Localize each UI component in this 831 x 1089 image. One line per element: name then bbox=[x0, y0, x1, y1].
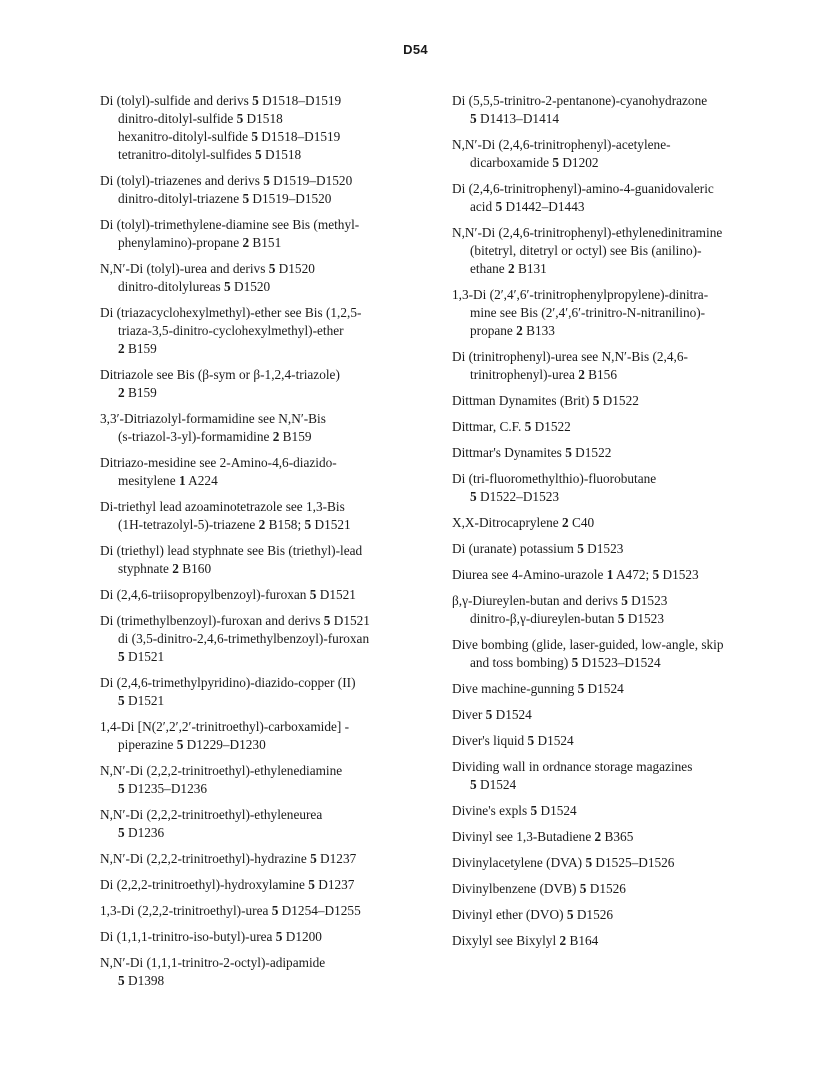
index-entry bbox=[452, 732, 772, 750]
index-entry-heading: N,N′-Di (2,2,2-trinitroethyl)-ethylenediamine bbox=[100, 763, 343, 778]
index-entry-heading: Divinylacetylene (DVA) 5 D1525–D1526 bbox=[452, 855, 675, 870]
index-entry-heading: Dive bombing (glide, laser-guided, low-angle, skip bbox=[452, 637, 724, 652]
index-entry-heading: β,γ-Diureylen-butan and derivs 5 D1523 bbox=[452, 593, 668, 608]
index-entry-heading: 3,3′-Ditriazolyl-formamidine see N,N′-Bis bbox=[100, 411, 326, 426]
index-entry bbox=[452, 92, 772, 128]
index-entry-continuation: 2 B159 bbox=[118, 341, 157, 356]
index-entry-continuation: (bitetryl, ditetryl or octyl) see Bis (anilino)- bbox=[470, 243, 702, 258]
index-entry-continuation: (s-triazol-3-yl)-formamidine 2 B159 bbox=[118, 429, 312, 444]
index-entry-continuation: dinitro-ditolyl-sulfide 5 D1518 bbox=[118, 111, 283, 126]
index-entry-continuation: acid 5 D1442–D1443 bbox=[470, 199, 585, 214]
index-entry bbox=[100, 762, 425, 798]
index-entry bbox=[100, 674, 425, 710]
index-entry-heading: Di (triazacyclohexylmethyl)-ether see Bis (1,2,5- bbox=[100, 305, 362, 320]
index-entry-continuation: trinitrophenyl)-urea 2 B156 bbox=[470, 367, 617, 382]
index-entry-heading: Divine's expls 5 D1524 bbox=[452, 803, 577, 818]
index-entry-heading: Di (tolyl)-trimethylene-diamine see Bis (methyl- bbox=[100, 217, 360, 232]
index-entry-continuation: propane 2 B133 bbox=[470, 323, 555, 338]
index-entry-continuation: triaza-3,5-dinitro-cyclohexylmethyl)-ether bbox=[118, 323, 344, 338]
index-entry-continuation: 5 D1236 bbox=[118, 825, 165, 840]
index-entry-heading: Dittmar's Dynamites 5 D1522 bbox=[452, 445, 612, 460]
index-entry bbox=[452, 224, 772, 278]
index-entry-heading: Di (tolyl)-triazenes and derivs 5 D1519–D1520 bbox=[100, 173, 353, 188]
index-entry bbox=[100, 260, 425, 296]
index-entry-continuation: ethane 2 B131 bbox=[470, 261, 547, 276]
index-entry bbox=[100, 902, 425, 920]
index-entry bbox=[100, 876, 425, 894]
index-entry-continuation: 5 D1413–D1414 bbox=[470, 111, 560, 126]
index-entry bbox=[452, 636, 772, 672]
index-entry-heading: Dividing wall in ordnance storage magazines bbox=[452, 759, 693, 774]
index-entry bbox=[100, 542, 425, 578]
index-entry bbox=[100, 586, 425, 604]
index-column-left bbox=[100, 92, 425, 998]
index-entry bbox=[100, 498, 425, 534]
index-entry-heading: Dittmar, C.F. 5 D1522 bbox=[452, 419, 571, 434]
index-entry bbox=[452, 514, 772, 532]
index-entry bbox=[452, 880, 772, 898]
index-entry-heading: Dixylyl see Bixylyl 2 B164 bbox=[452, 933, 599, 948]
index-entry-heading: Divinyl see 1,3-Butadiene 2 B365 bbox=[452, 829, 634, 844]
index-entry-continuation: 5 D1398 bbox=[118, 973, 165, 988]
index-entry bbox=[100, 454, 425, 490]
index-entry-continuation: dinitro-ditolylureas 5 D1520 bbox=[118, 279, 271, 294]
index-entry bbox=[452, 136, 772, 172]
index-entry bbox=[452, 828, 772, 846]
index-entry-heading: N,N′-Di (2,2,2-trinitroethyl)-ethyleneurea bbox=[100, 807, 323, 822]
index-entry-heading: N,N′-Di (tolyl)-urea and derivs 5 D1520 bbox=[100, 261, 315, 276]
index-entry bbox=[452, 540, 772, 558]
index-entry bbox=[100, 172, 425, 208]
index-entry bbox=[452, 932, 772, 950]
index-entry-heading: Di (triethyl) lead styphnate see Bis (triethyl)-lead bbox=[100, 543, 363, 558]
index-entry bbox=[452, 418, 772, 436]
index-entry-heading: Di (trimethylbenzoyl)-furoxan and derivs 5 D1521 bbox=[100, 613, 370, 628]
index-entry bbox=[100, 366, 425, 402]
index-entry-heading: Di (1,1,1-trinitro-iso-butyl)-urea 5 D1200 bbox=[100, 929, 322, 944]
index-entry bbox=[452, 348, 772, 384]
index-entry bbox=[452, 566, 772, 584]
index-column-right bbox=[452, 92, 772, 958]
index-entry-continuation: di (3,5-dinitro-2,4,6-trimethylbenzoyl)-furoxan bbox=[118, 631, 370, 646]
index-entry-heading: 1,3-Di (2,2,2-trinitroethyl)-urea 5 D1254–D1255 bbox=[100, 903, 361, 918]
index-entry-continuation: dinitro-β,γ-diureylen-butan 5 D1523 bbox=[470, 611, 664, 626]
index-entry bbox=[100, 92, 425, 164]
index-entry-heading: Di (2,4,6-trinitrophenyl)-amino-4-guanidovaleric bbox=[452, 181, 714, 196]
index-entry-continuation: styphnate 2 B160 bbox=[118, 561, 212, 576]
index-entry bbox=[452, 180, 772, 216]
index-entry bbox=[100, 806, 425, 842]
index-entry bbox=[452, 680, 772, 698]
index-entry bbox=[452, 470, 772, 506]
index-entry bbox=[452, 854, 772, 872]
index-entry bbox=[100, 718, 425, 754]
index-entry-continuation: dinitro-ditolyl-triazene 5 D1519–D1520 bbox=[118, 191, 332, 206]
index-entry-heading: Divinyl ether (DVO) 5 D1526 bbox=[452, 907, 614, 922]
index-entry bbox=[100, 850, 425, 868]
index-entry bbox=[100, 612, 425, 666]
index-entry-heading: Di (2,4,6-triisopropylbenzoyl)-furoxan 5 D1521 bbox=[100, 587, 356, 602]
index-entry bbox=[100, 304, 425, 358]
index-entry bbox=[100, 954, 425, 990]
page-number: D54 bbox=[403, 42, 428, 57]
index-entry-heading: N,N′-Di (2,2,2-trinitroethyl)-hydrazine 5 D1237 bbox=[100, 851, 357, 866]
index-entry-heading: 1,3-Di (2′,4′,6′-trinitrophenylpropylene)-dinitra- bbox=[452, 287, 709, 302]
index-entry-heading: Diver's liquid 5 D1524 bbox=[452, 733, 574, 748]
index-entry-heading: Di-triethyl lead azoaminotetrazole see 1,3-Bis bbox=[100, 499, 345, 514]
index-entry-heading: Diver 5 D1524 bbox=[452, 707, 532, 722]
index-entry-continuation: 2 B159 bbox=[118, 385, 157, 400]
index-entry bbox=[100, 928, 425, 946]
index-entry bbox=[452, 758, 772, 794]
index-entry-heading: Di (2,2,2-trinitroethyl)-hydroxylamine 5 D1237 bbox=[100, 877, 355, 892]
index-entry-heading: Di (5,5,5-trinitro-2-pentanone)-cyanohydrazone bbox=[452, 93, 708, 108]
index-entry bbox=[452, 906, 772, 924]
index-entry-heading: Divinylbenzene (DVB) 5 D1526 bbox=[452, 881, 626, 896]
index-entry-continuation: 5 D1521 bbox=[118, 693, 165, 708]
index-entry-heading: X,X-Ditrocaprylene 2 C40 bbox=[452, 515, 595, 530]
index-entry-heading: Dive machine-gunning 5 D1524 bbox=[452, 681, 624, 696]
index-entry-continuation: 5 D1235–D1236 bbox=[118, 781, 208, 796]
index-entry-continuation: tetranitro-ditolyl-sulfides 5 D1518 bbox=[118, 147, 302, 162]
index-entry-heading: Di (uranate) potassium 5 D1523 bbox=[452, 541, 624, 556]
index-entry-heading: Ditriazo-mesidine see 2-Amino-4,6-diazido- bbox=[100, 455, 337, 470]
index-entry-heading: Di (2,4,6-trimethylpyridino)-diazido-copper (II) bbox=[100, 675, 356, 690]
index-entry-continuation: 5 D1521 bbox=[118, 649, 165, 664]
index-entry-heading: Di (tolyl)-sulfide and derivs 5 D1518–D1519 bbox=[100, 93, 342, 108]
index-entry-continuation: piperazine 5 D1229–D1230 bbox=[118, 737, 266, 752]
index-entry bbox=[452, 444, 772, 462]
index-entry-continuation: (1H-tetrazolyl-5)-triazene 2 B158; 5 D1521 bbox=[118, 517, 351, 532]
index-entry-continuation: phenylamino)-propane 2 B151 bbox=[118, 235, 282, 250]
index-entry bbox=[452, 802, 772, 820]
index-entry bbox=[452, 392, 772, 410]
index-entry-heading: Ditriazole see Bis (β-sym or β-1,2,4-triazole) bbox=[100, 367, 340, 382]
index-entry-heading: N,N′-Di (1,1,1-trinitro-2-octyl)-adipamide bbox=[100, 955, 326, 970]
index-entry-continuation: hexanitro-ditolyl-sulfide 5 D1518–D1519 bbox=[118, 129, 341, 144]
index-entry-heading: Di (tri-fluoromethylthio)-fluorobutane bbox=[452, 471, 657, 486]
index-entry-heading: N,N′-Di (2,4,6-trinitrophenyl)-ethylenedinitramine bbox=[452, 225, 723, 240]
index-entry-continuation: mine see Bis (2′,4′,6′-trinitro-N-nitranilino)- bbox=[470, 305, 706, 320]
index-entry-heading: 1,4-Di [N(2′,2′,2′-trinitroethyl)-carboxamide] - bbox=[100, 719, 350, 734]
index-entry bbox=[452, 286, 772, 340]
index-entry bbox=[452, 592, 772, 628]
index-entry bbox=[452, 706, 772, 724]
index-entry-continuation: 5 D1522–D1523 bbox=[470, 489, 560, 504]
index-entry-continuation: and toss bombing) 5 D1523–D1524 bbox=[470, 655, 661, 670]
index-entry bbox=[100, 216, 425, 252]
index-entry bbox=[100, 410, 425, 446]
index-entry-continuation: 5 D1524 bbox=[470, 777, 517, 792]
index-entry-continuation: mesitylene 1 A224 bbox=[118, 473, 218, 488]
index-entry-continuation: dicarboxamide 5 D1202 bbox=[470, 155, 599, 170]
index-entry-heading: Dittman Dynamites (Brit) 5 D1522 bbox=[452, 393, 639, 408]
index-entry-heading: Diurea see 4-Amino-urazole 1 A472; 5 D1523 bbox=[452, 567, 699, 582]
index-entry-heading: N,N′-Di (2,4,6-trinitrophenyl)-acetylene- bbox=[452, 137, 671, 152]
index-entry-heading: Di (trinitrophenyl)-urea see N,N′-Bis (2,4,6- bbox=[452, 349, 688, 364]
